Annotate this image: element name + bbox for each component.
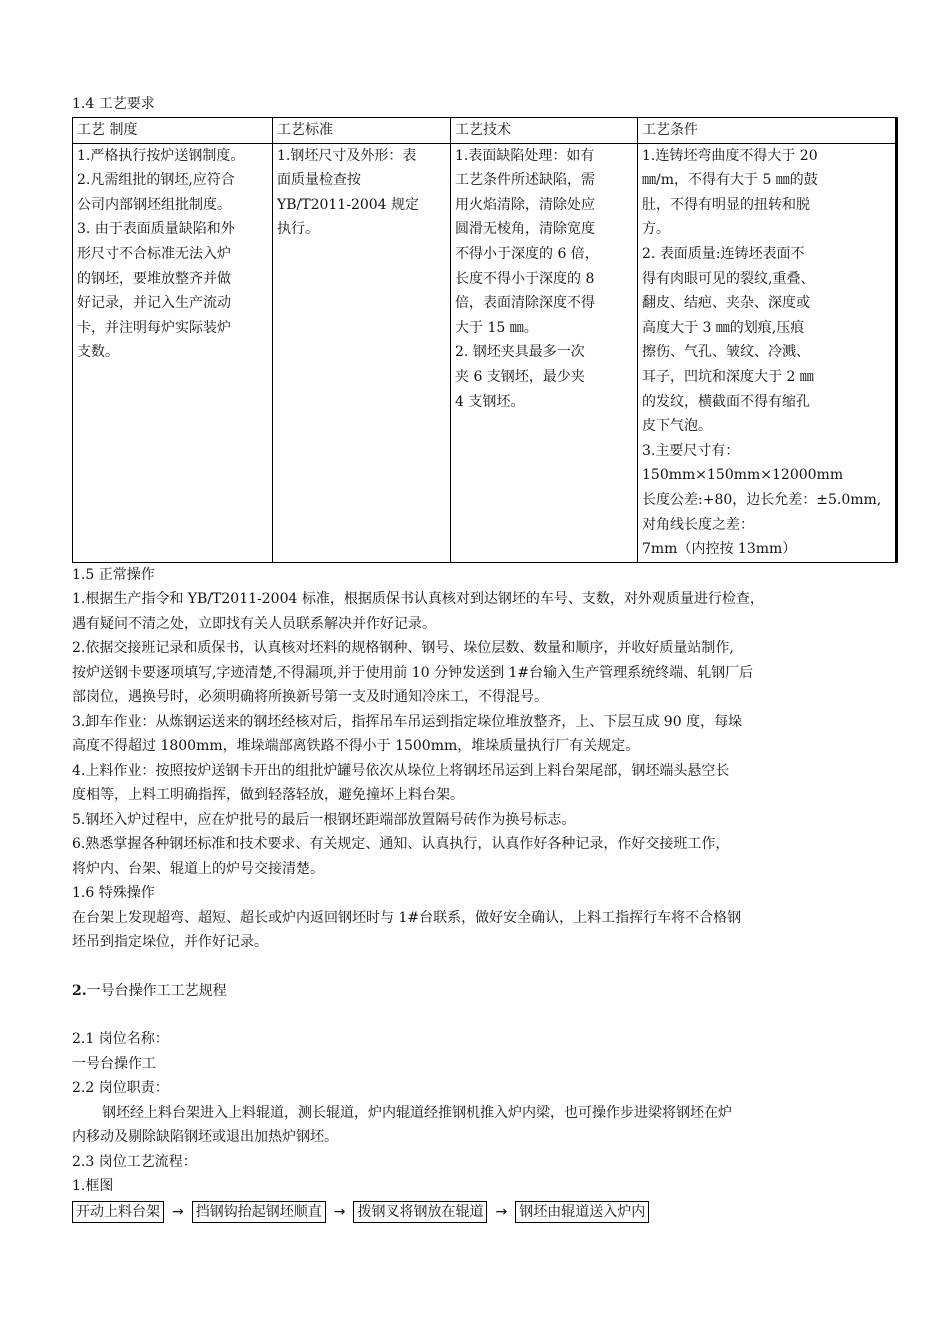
paragraph-line: 按炉送钢卡要逐项填写,字迹清楚,不得漏项,并于使用前 10 分钟发送到 1#台输入生产管理系统终端、轧钢厂后 [72, 664, 754, 681]
paragraph-line: 度相等，上料工明确指挥，做到轻落轻放，避免撞坏上料台架。 [72, 787, 464, 804]
normal-operations [72, 587, 902, 881]
cell-line: 2. 表面质量:连铸坯表面不 [642, 245, 805, 262]
duties [72, 1101, 902, 1150]
paragraph-line: 部岗位，遇换号时，必须明确将所换新号第一支及时通知冷床工，不得混号。 [72, 689, 548, 706]
paragraph-line: 1.根据生产指令和 YB/T2011-2004 标准，根据质保书认真核对到达钢坯的车号、支数，对外观质量进行检查， [72, 591, 764, 608]
section-heading-2-1: 2.1 岗位名称： [72, 1031, 169, 1048]
paragraph-line: 高度不得超过 1800mm，堆垛端部离铁路不得小于 1500mm，堆垛质量执行厂有关规定。 [72, 738, 640, 755]
cell-line: 的钢坯，要堆放整齐并做 [77, 270, 231, 287]
paragraph-line: 内移动及剔除缺陷钢坯或退出加热炉钢坯。 [72, 1129, 338, 1146]
table-header-row [73, 118, 897, 144]
cell-line: 耳子，凹坑和深度大于 2 ㎜ [642, 368, 814, 385]
chapter-number: 2. [72, 982, 87, 999]
cell-line: 7mm（内控按 13mm） [642, 541, 797, 558]
paragraph-line: 3.卸车作业：从炼钢运送来的钢坯经核对后，指挥吊车吊运到指定垛位堆放整齐，上、下层互成 90 度，每垛 [72, 713, 743, 730]
cell-line: 方。 [642, 221, 670, 238]
section-heading-1-6: 1.6 特殊操作 [72, 885, 155, 902]
cell-line: 工艺条件所述缺陷，需 [455, 172, 595, 189]
section-heading-2-3: 2.3 岗位工艺流程： [72, 1153, 197, 1170]
header-craft-standard: 工艺标准 [273, 118, 451, 144]
post-name: 一号台操作工 [72, 1055, 156, 1072]
paragraph-line: 遇有疑问不清之处，立即找有关人员联系解决并作好记录。 [72, 615, 436, 632]
cell-line: 的发纹，横截面不得有缩孔 [642, 393, 810, 410]
chapter-title: 一号台操作工工艺规程 [86, 982, 227, 999]
cell-line: 2.凡需组批的钢坯,应符合 [77, 172, 235, 189]
section-heading-2-2: 2.2 岗位职责： [72, 1080, 169, 1097]
cell-line: 1.连铸坯弯曲度不得大于 20 [642, 147, 818, 164]
cell-craft-standard [273, 143, 451, 562]
craft-requirements-table [72, 117, 898, 563]
cell-line: 肚，不得有明显的扭转和脱 [642, 196, 810, 213]
header-craft-conditions: 工艺条件 [638, 118, 897, 144]
paragraph-line: 将炉内、台架、辊道上的炉号交接清楚。 [72, 860, 324, 877]
paragraph-line: 钢坯经上料台架进入上料辊道，测长辊道，炉内辊道经推钢机推入炉内梁，也可操作步进梁将钢坯在炉 [102, 1104, 732, 1121]
frame-diagram-label: 1.框图 [72, 1178, 114, 1195]
flow-step-roller-into-furnace: 钢坯由辊道送入炉内 [515, 1201, 649, 1223]
header-craft-system: 工艺 制度 [73, 118, 273, 144]
cell-line: 面质量检查按 [277, 172, 361, 189]
cell-line: 4 支钢坯。 [455, 393, 525, 410]
paragraph-line: 2.依据交接班记录和质保书，认真核对坯料的规格钢种、钢号、垛位层数、数量和顺序，并收好质量站制作, [72, 640, 734, 657]
cell-line: 翻皮、结疤、夹杂、深度或 [642, 295, 810, 312]
cell-line: 好记录，并记入生产流动 [77, 295, 231, 312]
cell-line: 2. 钢坯夹具最多一次 [455, 344, 585, 361]
cell-craft-technique [451, 143, 638, 562]
cell-line: 形尺寸不合标准无法入炉 [77, 245, 231, 262]
cell-line: YB/T2011-2004 规定 [277, 196, 420, 213]
cell-line: 用火焰清除，清除处应 [455, 196, 595, 213]
cell-line: 夹 6 支钢坯，最少夹 [455, 368, 585, 385]
cell-line: 圆滑无棱角，清除宽度 [455, 221, 595, 238]
cell-line: 1.钢坯尺寸及外形：表 [277, 147, 417, 164]
cell-craft-conditions [638, 143, 897, 562]
flow-step-fork-place-roller: 拨钢叉将钢放在辊道 [353, 1201, 487, 1223]
cell-line: 1.表面缺陷处理：如有 [455, 147, 595, 164]
header-craft-technique: 工艺技术 [451, 118, 638, 144]
cell-line: 长度不得小于深度的 8 [455, 270, 595, 287]
cell-craft-system [73, 143, 273, 562]
flow-step-start-feeding-rack: 开动上料台架 [72, 1201, 164, 1223]
arrow-right-icon: → [172, 1203, 184, 1220]
arrow-right-icon: → [333, 1203, 346, 1220]
paragraph-line: 4.上料作业：按照按炉送钢卡开出的组批炉罐号依次从垛位上将钢坯吊运到上料台架尾部，钢坯端头悬空长 [72, 762, 730, 779]
document-page [72, 92, 902, 1223]
paragraph-line: 在台架上发现超弯、超短、超长或炉内返回钢坯时与 1#台联系，做好安全确认，上料工指挥行车将不合格钢 [72, 909, 742, 926]
chapter-2-heading [72, 979, 902, 1004]
section-heading-1-4: 1.4 工艺要求 [72, 96, 155, 112]
cell-line: 长度公差:+80，边长允差：±5.0mm, [642, 491, 882, 508]
cell-line: 3. 由于表面质量缺陷和外 [77, 221, 235, 238]
cell-line: ㎜/m，不得有大于 5 ㎜的鼓 [642, 172, 818, 189]
cell-line: 3.主要尺寸有： [642, 442, 740, 459]
paragraph-line: 坯吊到指定垛位，并作好记录。 [72, 934, 268, 951]
paragraph-line: 6.熟悉掌握各种钢坯标准和技术要求、有关规定、通知、认真执行，认真作好各种记录，作好交接班工作， [72, 836, 730, 853]
cell-line: 不得小于深度的 6 倍， [455, 245, 599, 262]
cell-line: 得有肉眼可见的裂纹,重叠、 [642, 270, 815, 287]
cell-line: 倍，表面清除深度不得 [455, 295, 595, 312]
cell-line: 1.严格执行按炉送钢制度。 [77, 147, 245, 164]
cell-line: 公司内部钢坯组批制度。 [77, 196, 231, 213]
paragraph-line: 5.钢坯入炉过程中，应在炉批号的最后一根钢坯距端部放置隔号砖作为换号标志。 [72, 811, 576, 828]
cell-line: 擦伤、气孔、皱纹、冷溅、 [642, 344, 810, 361]
cell-line: 卡，并注明每炉实际装炉 [77, 319, 231, 336]
cell-line: 对角线长度之差： [642, 516, 754, 533]
flow-step-stop-hook-align: 挡钢钩抬起钢坯顺直 [192, 1201, 326, 1223]
cell-line: 大于 15 ㎜。 [455, 319, 538, 336]
section-heading-1-5: 1.5 正常操作 [72, 566, 155, 583]
process-flow [72, 1201, 902, 1223]
cell-line: 150mm×150mm×12000mm [642, 467, 844, 484]
arrow-right-icon: → [495, 1203, 508, 1220]
cell-line: 执行。 [277, 221, 319, 238]
cell-line: 皮下气泡。 [642, 418, 712, 435]
special-operations [72, 906, 902, 955]
cell-line: 高度大于 3 ㎜的划痕,压痕 [642, 319, 805, 336]
table-row [73, 143, 897, 562]
cell-line: 支数。 [77, 344, 119, 361]
